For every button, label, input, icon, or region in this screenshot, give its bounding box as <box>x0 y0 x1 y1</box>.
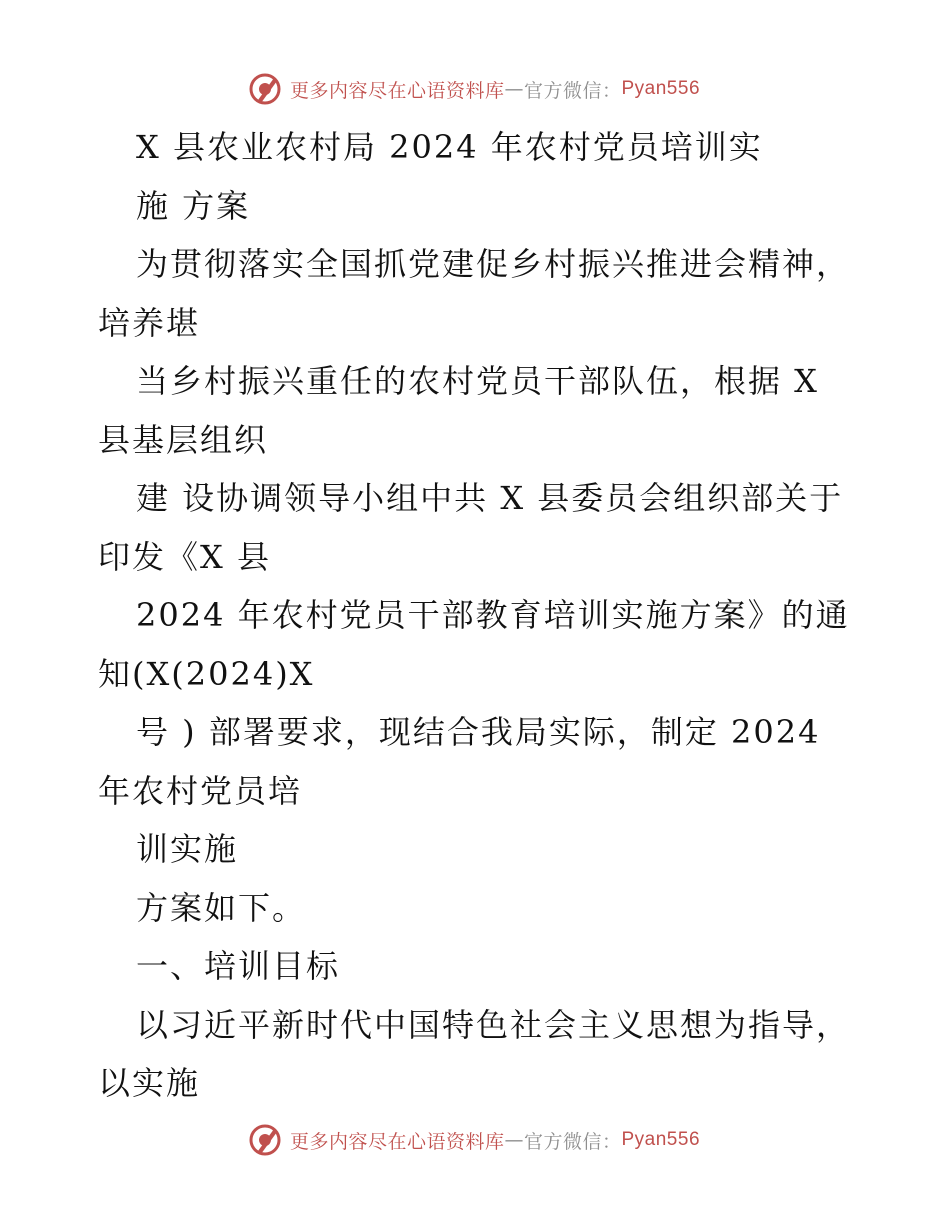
document-line: 训实施 <box>136 830 239 868</box>
watermark-wechat-id: Pyan556 <box>621 78 701 99</box>
watermark-main-text: 更多内容尽在心语资料库 <box>289 1130 505 1153</box>
document-line: 建 设协调领导小组中共 X 县委员会组织部关于 <box>136 479 844 517</box>
document-line: 当乡村振兴重任的农村党员干部队伍，根据 X <box>136 362 819 400</box>
header-watermark <box>0 72 950 106</box>
document-line: 以实施 <box>98 1064 201 1102</box>
document-line: 为贯彻落实全国抓党建促乡村振兴推进会精神， <box>136 245 851 283</box>
watermark-sub-text: 官方微信： <box>523 1130 622 1153</box>
document-body <box>98 118 878 1113</box>
document-line: 县基层组织 <box>98 420 269 459</box>
footer-watermark <box>0 1123 950 1157</box>
document-line: 2024 年农村党员干部教育培训实施方案》的通 <box>136 596 850 634</box>
pen-emblem-icon <box>248 1123 282 1157</box>
pen-emblem-icon <box>248 72 282 106</box>
document-line: X 县农业农村局 2024 年农村党员培训实 <box>136 128 763 166</box>
watermark-main-text: 更多内容尽在心语资料库 <box>289 79 505 102</box>
watermark-dash: — <box>504 1129 524 1151</box>
document-line: 号 ) 部署要求，现结合我局实际，制定 2024 <box>136 713 821 751</box>
watermark-sub-text: 官方微信： <box>523 79 622 102</box>
document-line: 方案如下。 <box>136 888 307 927</box>
document-line: 施 方案 <box>136 186 251 225</box>
watermark-wechat-id: Pyan556 <box>621 1129 701 1150</box>
document-line: 知(X(2024)X <box>98 654 315 693</box>
document-line: 年农村党员培 <box>98 771 303 810</box>
document-line: 一、培训目标 <box>136 947 341 985</box>
watermark-dash: — <box>504 78 524 100</box>
document-line: 以习近平新时代中国特色社会主义思想为指导， <box>136 1005 851 1044</box>
document-line: 印发《X 县 <box>98 537 271 576</box>
document-line: 培养堪 <box>98 303 201 342</box>
